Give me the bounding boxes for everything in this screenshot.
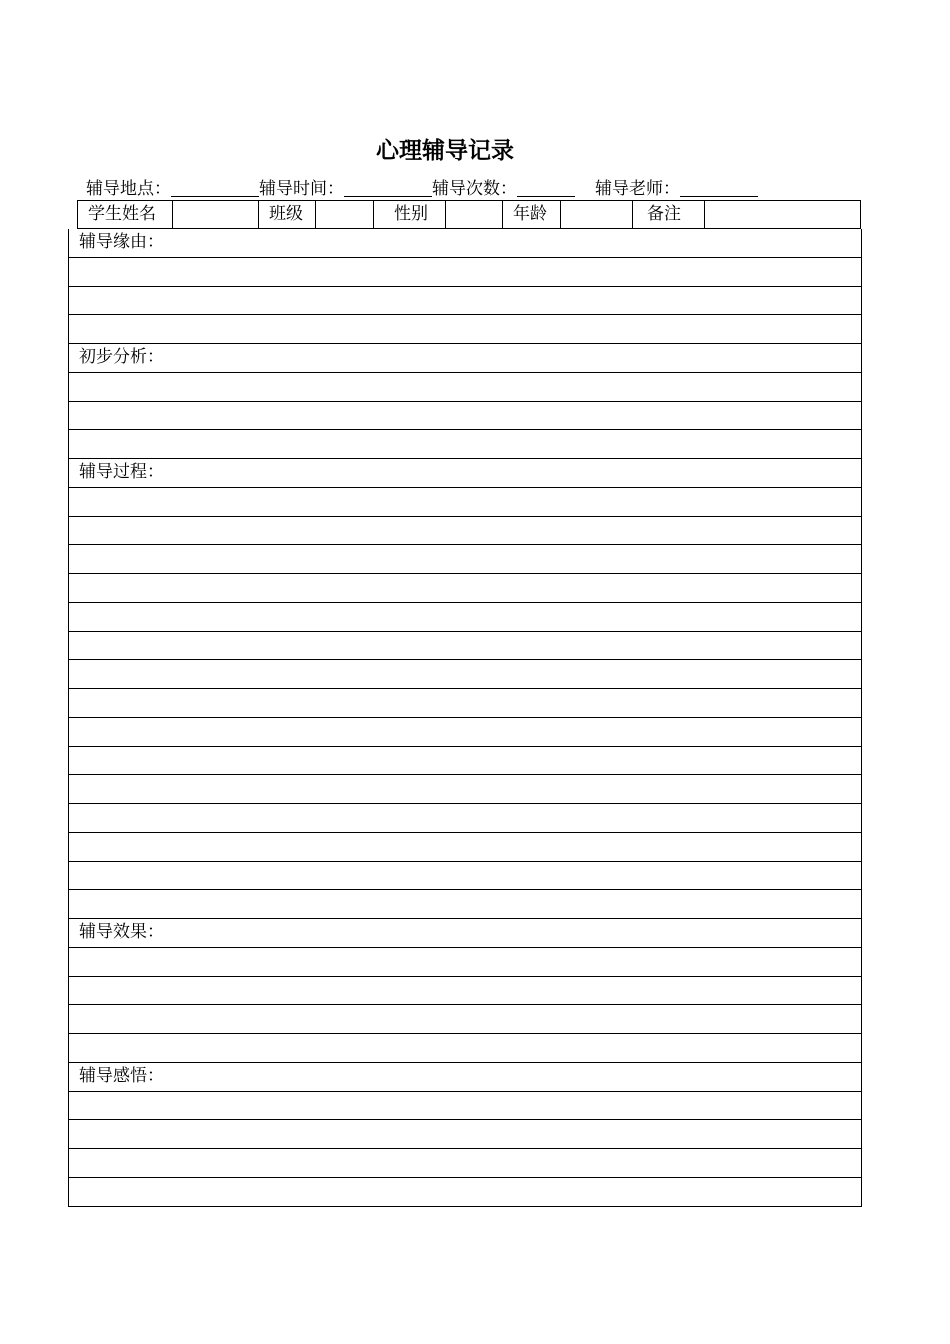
student-info-row <box>77 200 861 229</box>
blank-writing-row[interactable] <box>69 833 861 862</box>
blank-writing-row[interactable] <box>69 258 861 287</box>
blank-writing-row[interactable] <box>69 545 861 574</box>
age-label: 年龄 <box>503 201 561 228</box>
time-field[interactable] <box>344 176 432 197</box>
blank-writing-row[interactable] <box>69 718 861 747</box>
blank-writing-row[interactable] <box>69 315 861 344</box>
time-label: 辅导时间： <box>259 179 344 199</box>
note-field[interactable] <box>705 201 860 228</box>
blank-writing-row[interactable] <box>69 373 861 402</box>
blank-writing-row[interactable] <box>69 402 861 431</box>
blank-writing-row[interactable] <box>69 890 861 919</box>
info-line <box>86 174 758 200</box>
blank-writing-row[interactable] <box>69 1178 861 1207</box>
section-label-row: 辅导过程： <box>69 459 861 488</box>
blank-writing-row[interactable] <box>69 574 861 603</box>
place-label: 辅导地点： <box>86 179 171 199</box>
count-label: 辅导次数： <box>432 179 517 199</box>
age-field[interactable] <box>561 201 633 228</box>
teacher-field[interactable] <box>680 176 758 197</box>
blank-writing-row[interactable] <box>69 517 861 546</box>
blank-writing-row[interactable] <box>69 430 861 459</box>
page-title: 心理辅导记录 <box>376 138 514 164</box>
count-field[interactable] <box>517 176 575 197</box>
blank-writing-row[interactable] <box>69 862 861 891</box>
section-label-row: 辅导感悟： <box>69 1063 861 1092</box>
student-name-label: 学生姓名 <box>78 201 173 228</box>
blank-writing-row[interactable] <box>69 747 861 776</box>
blank-writing-row[interactable] <box>69 1005 861 1034</box>
section-label-row: 初步分析： <box>69 344 861 373</box>
blank-writing-row[interactable] <box>69 1034 861 1063</box>
blank-writing-row[interactable] <box>69 1092 861 1121</box>
blank-writing-row[interactable] <box>69 1149 861 1178</box>
blank-writing-row[interactable] <box>69 632 861 661</box>
teacher-label: 辅导老师： <box>595 179 680 199</box>
blank-writing-row[interactable] <box>69 660 861 689</box>
record-table <box>68 229 862 1207</box>
blank-writing-row[interactable] <box>69 689 861 718</box>
gender-field[interactable] <box>446 201 503 228</box>
class-label: 班级 <box>259 201 316 228</box>
section-label-row: 辅导效果： <box>69 919 861 948</box>
blank-writing-row[interactable] <box>69 775 861 804</box>
blank-writing-row[interactable] <box>69 287 861 316</box>
blank-writing-row[interactable] <box>69 948 861 977</box>
blank-writing-row[interactable] <box>69 1120 861 1149</box>
class-field[interactable] <box>316 201 374 228</box>
blank-writing-row[interactable] <box>69 603 861 632</box>
place-field[interactable] <box>171 176 259 197</box>
section-label-row: 辅导缘由： <box>69 229 861 258</box>
blank-writing-row[interactable] <box>69 804 861 833</box>
blank-writing-row[interactable] <box>69 977 861 1006</box>
blank-writing-row[interactable] <box>69 488 861 517</box>
gender-label: 性别 <box>374 201 446 228</box>
note-label: 备注 <box>633 201 705 228</box>
student-name-field[interactable] <box>173 201 259 228</box>
